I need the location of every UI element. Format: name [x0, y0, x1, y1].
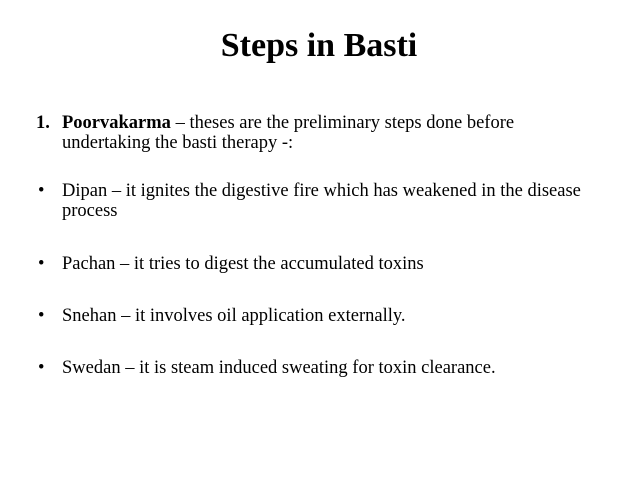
list-item-poorvakarma — [36, 113, 606, 153]
list-number: 1. — [36, 113, 50, 133]
list-item-text: Pachan – it tries to digest the accumulated toxins — [62, 254, 424, 274]
list-item-swedan — [36, 358, 606, 378]
bullet: • — [38, 306, 45, 326]
bullet: • — [38, 358, 45, 378]
list-item-text: Swedan – it is steam induced sweating for toxin clearance. — [62, 358, 496, 378]
list-item-text: Snehan – it involves oil application externally. — [62, 306, 406, 326]
slide-title: Steps in Basti — [220, 27, 418, 64]
list-item-text: – theses are the preliminary steps done before undertaking the basti therapy -: — [62, 113, 515, 153]
bullet: • — [38, 254, 45, 274]
list-item-pachan — [36, 254, 606, 274]
list-item-text: Dipan – it ignites the digestive fire which has weakened in the disease process — [62, 181, 581, 221]
list-item-snehan — [36, 306, 606, 326]
term-poorvakarma: Poorvakarma — [62, 113, 171, 133]
bullet: • — [38, 181, 45, 201]
slide-body — [36, 113, 606, 378]
list-item-dipan — [36, 181, 606, 221]
